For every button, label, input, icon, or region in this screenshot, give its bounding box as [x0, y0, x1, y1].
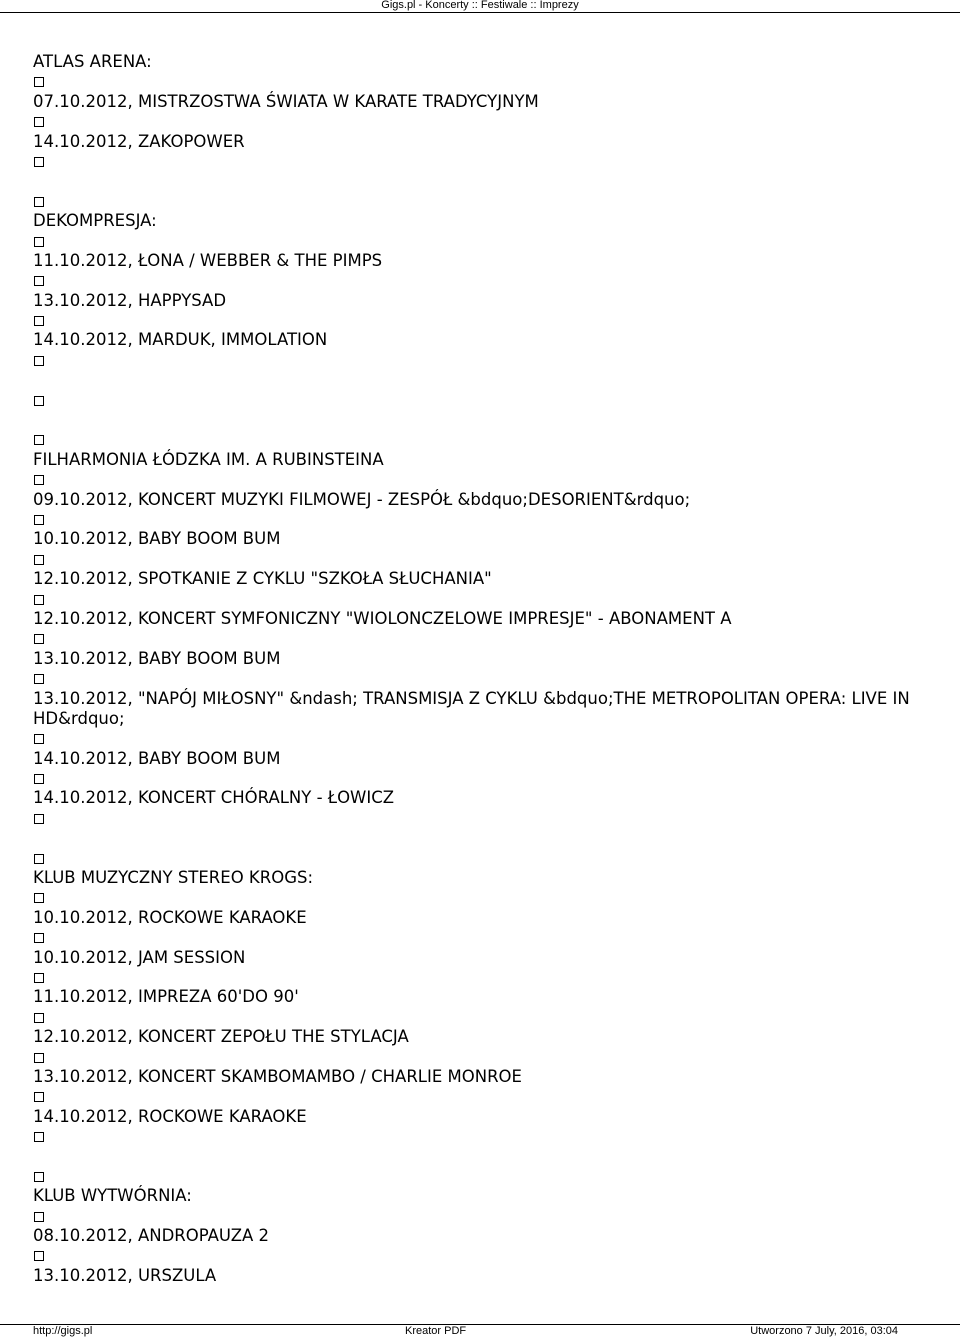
event-line: 11.10.2012, ŁONA / WEBBER & THE PIMPS	[33, 250, 383, 270]
blank-line	[33, 1147, 923, 1167]
checkbox-glyph	[34, 973, 44, 983]
event-line: 14.10.2012, ZAKOPOWER	[33, 131, 245, 151]
blank-line	[33, 171, 923, 191]
checkbox-glyph	[34, 1013, 44, 1023]
checkbox-glyph	[34, 435, 44, 445]
checkbox-glyph	[34, 893, 44, 903]
checkbox-glyph	[34, 674, 44, 684]
event-line: 07.10.2012, MISTRZOSTWA ŚWIATA W KARATE TRADYCYJNYM	[33, 91, 539, 111]
event-line: 09.10.2012, KONCERT MUZYKI FILMOWEJ - ZESPÓŁ &bdquo;DESORIENT&rdquo;	[33, 489, 691, 509]
event-line: 08.10.2012, ANDROPAUZA 2	[33, 1226, 270, 1246]
event-listing	[33, 52, 923, 1286]
event-line: 14.10.2012, KONCERT CHÓRALNY - ŁOWICZ	[33, 788, 395, 808]
checkbox-glyph	[34, 237, 44, 247]
checkbox-glyph	[34, 515, 44, 525]
checkbox-glyph	[34, 814, 44, 824]
checkbox-glyph	[34, 276, 44, 286]
event-line: 12.10.2012, KONCERT SYMFONICZNY "WIOLONCZELOWE IMPRESJE" - ABONAMENT A	[33, 608, 732, 628]
checkbox-glyph	[34, 1212, 44, 1222]
event-line: 13.10.2012, "NAPÓJ MIŁOSNY" &ndash; TRANSMISJA Z CYKLU &bdquo;THE METROPOLITAN OPERA: LIVE IN HD&rdquo;	[33, 688, 910, 728]
blank-line	[33, 828, 923, 848]
event-line: ATLAS ARENA:	[33, 52, 152, 71]
event-line: 13.10.2012, HAPPYSAD	[33, 290, 227, 310]
event-line: 13.10.2012, BABY BOOM BUM	[33, 648, 281, 668]
checkbox-glyph	[34, 1053, 44, 1063]
checkbox-glyph	[34, 774, 44, 784]
checkbox-glyph	[34, 1132, 44, 1142]
event-line: 10.10.2012, BABY BOOM BUM	[33, 529, 281, 549]
event-line: 14.10.2012, MARDUK, IMMOLATION	[33, 330, 328, 350]
checkbox-glyph	[34, 734, 44, 744]
checkbox-glyph	[34, 634, 44, 644]
event-line: 11.10.2012, IMPREZA 60'DO 90'	[33, 987, 299, 1007]
footer-created-date: Utworzono 7 July, 2016, 03:04	[750, 1325, 898, 1337]
footer-url[interactable]: http://gigs.pl	[33, 1325, 93, 1337]
checkbox-glyph	[34, 316, 44, 326]
event-line: 10.10.2012, ROCKOWE KARAOKE	[33, 907, 307, 927]
checkbox-glyph	[34, 396, 44, 406]
blank-line	[33, 410, 923, 430]
checkbox-glyph	[34, 1172, 44, 1182]
checkbox-glyph	[34, 595, 44, 605]
blank-line	[33, 370, 923, 390]
page-header	[0, 0, 960, 13]
event-line: 13.10.2012, KONCERT SKAMBOMAMBO / CHARLIE MONROE	[33, 1066, 522, 1086]
page-footer	[0, 1324, 960, 1338]
event-line: 14.10.2012, ROCKOWE KARAOKE	[33, 1106, 307, 1126]
event-line: KLUB WYTWÓRNIA:	[33, 1186, 192, 1206]
event-line: 10.10.2012, JAM SESSION	[33, 947, 246, 967]
event-line: 12.10.2012, SPOTKANIE Z CYKLU "SZKOŁA SŁUCHANIA"	[33, 569, 492, 589]
checkbox-glyph	[34, 117, 44, 127]
checkbox-glyph	[34, 1092, 44, 1102]
checkbox-glyph	[34, 77, 44, 87]
checkbox-glyph	[34, 1251, 44, 1261]
checkbox-glyph	[34, 157, 44, 167]
checkbox-glyph	[34, 555, 44, 565]
event-line: 14.10.2012, BABY BOOM BUM	[33, 748, 281, 768]
event-line: 13.10.2012, URSZULA	[33, 1265, 217, 1285]
checkbox-glyph	[34, 854, 44, 864]
event-line: KLUB MUZYCZNY STEREO KROGS:	[33, 868, 314, 888]
event-line: FILHARMONIA ŁÓDZKA IM. A RUBINSTEINA	[33, 449, 384, 469]
checkbox-glyph	[34, 197, 44, 207]
event-line: 12.10.2012, KONCERT ZEPOŁU THE STYLACJA	[33, 1027, 409, 1047]
checkbox-glyph	[34, 933, 44, 943]
checkbox-glyph	[34, 356, 44, 366]
event-line: DEKOMPRESJA:	[33, 211, 157, 231]
footer-generator: Kreator PDF	[405, 1325, 467, 1337]
checkbox-glyph	[34, 475, 44, 485]
header-title: Gigs.pl - Koncerty :: Festiwale :: Imprezy	[381, 0, 579, 11]
